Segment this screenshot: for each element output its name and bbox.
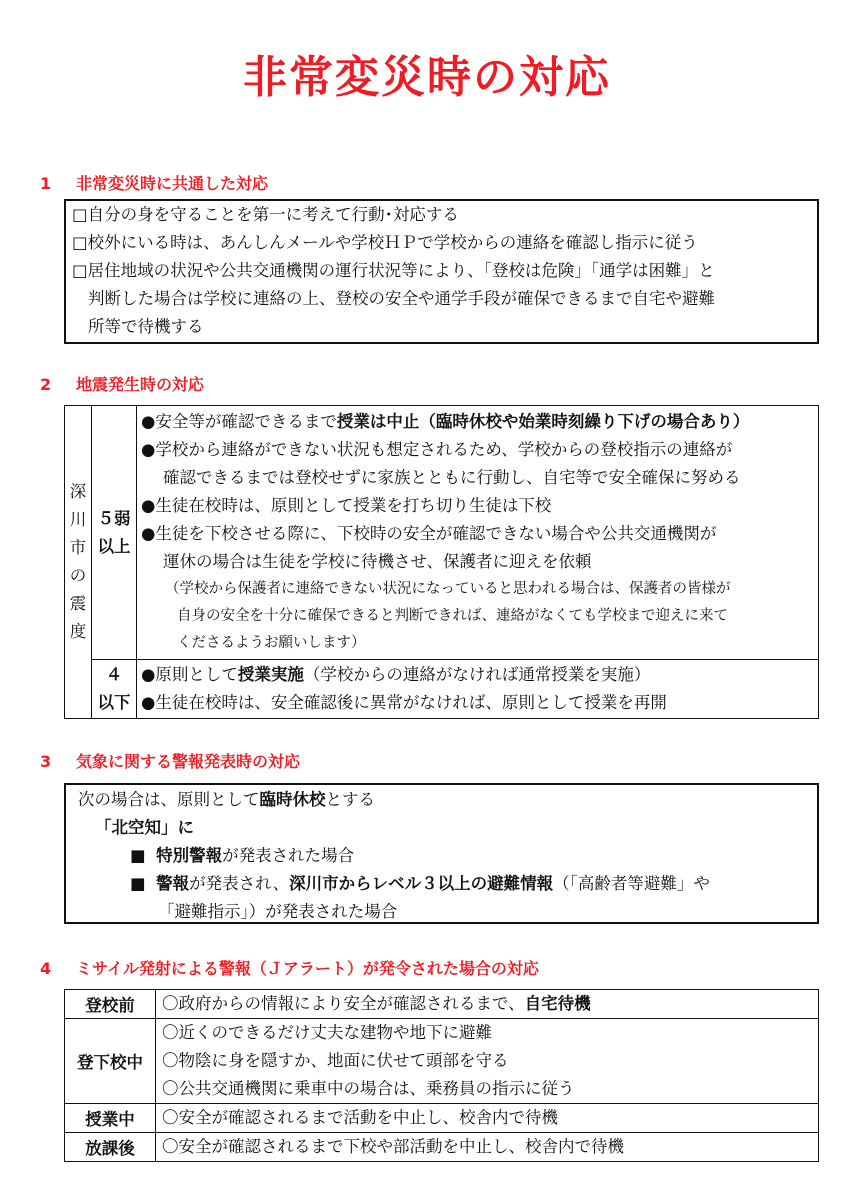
section-title: 気象に関する警報発表時の対応 [76,752,301,771]
weather-condition-1 [130,842,354,870]
section-title: 非常変災時に共通した対応 [76,174,269,193]
section-title: 地震発生時の対応 [76,375,205,394]
action-row: ●生徒在校時は、安全確認後に異常がなければ、原則として授業を再開 [141,693,667,712]
section-number: 4 [40,959,52,978]
action-row: 確認できるまでは登校せずに家族とともに行動し、自宅等で安全確保に努める [163,468,741,487]
phase-actions [156,990,819,1019]
page-title: 非常変災時の対応 [243,52,611,103]
action-row: ●生徒を下校させる際に、下校時の安全が確認できない場合や公共交通機関が [141,524,717,543]
action-row: 〇公共交通機関に乗車中の場合は、乗務員の指示に従う [162,1079,575,1098]
rule-emphasis: 臨時休校 [259,790,326,809]
earthquake-table [64,405,819,719]
level-text: 以上 [97,536,131,556]
phase-actions [156,1019,819,1104]
intensity-4-below [92,660,137,719]
note-row: くださるようお願いします） [177,635,366,651]
section-title: ミサイル発射による警報（Ｊアラート）が発令された場合の対応 [76,959,539,978]
weather-condition-2 [130,870,710,898]
phase-actions [156,1104,819,1133]
action-row [162,990,818,1018]
level-text: 以下 [97,693,131,712]
common-item-3: □居住地域の状況や公共交通機関の運行状況等により、「登校は危険」｢通学は困難」と [72,261,715,280]
action-row: 〇近くのできるだけ丈夫な建物や地下に避難 [162,1023,492,1042]
action-row [141,661,818,689]
intensity-5-lower [92,406,137,660]
weather-rule [78,786,375,814]
condition-text: （「高齢者等避難」や [553,874,710,893]
common-item-1: □自分の身を守ることを第一に考えて行動･対応する [72,205,459,224]
condition-text: が発表された場合 [222,846,355,865]
phase-label: 登下校中 [65,1019,156,1104]
action-row: ●学校から連絡ができない状況も想定されるため、学校からの登校指示の連絡が [141,440,733,459]
label-char: 度 [69,622,87,641]
action-emphasis: 授業実施 [237,665,304,684]
note-row: 自身の安全を十分に確保できると判断できれば、連絡がなくても学校まで迎えに来て [177,608,728,624]
missile-table [64,989,819,1162]
section-1-heading [40,173,268,195]
action-text: ●安全等が確認できるまで [141,412,337,431]
label-char: 深 [69,482,87,501]
section-number: 3 [40,752,52,771]
level-text: ４ [105,665,123,684]
action-row: ●生徒在校時は、原則として授業を打ち切り生徒は下校 [141,496,552,515]
phase-label: 授業中 [65,1104,156,1133]
rule-text: 次の場合は、原則として [78,790,260,809]
condition-emphasis: 深川市からレベル３以上の避難情報 [289,874,554,893]
condition-emphasis: 警報 [156,874,190,893]
weather-condition-2-cont: 「避難指示」）が発表された場合 [158,902,398,921]
action-row [141,408,818,436]
action-text: 〇政府からの情報により安全が確認されるまで、 [162,994,525,1013]
label-char: 市 [69,538,87,557]
action-emphasis: 自宅待機 [524,994,591,1013]
seismic-intensity-label [65,406,92,719]
level-text: ５弱 [97,508,131,528]
label-char: 震 [69,594,87,613]
section-number: 1 [40,174,52,193]
action-emphasis: 授業は中止（臨時休校や始業時刻繰り下げの場合あり） [336,412,750,431]
common-item-3-cont: 判断した場合は学校に連絡の上、登校の安全や通学手段が確保できるまで自宅や避難 [88,289,715,308]
action-row: 〇安全が確認されるまで下校や部活動を中止し、校舎内で待機 [162,1137,624,1156]
condition-text: が発表され、 [189,874,290,893]
section-3-heading [40,751,300,773]
intensity-5-actions [137,406,819,660]
intensity-4-actions [137,660,819,719]
action-text: ●原則として [141,665,238,684]
section-number: 2 [40,375,52,394]
region-name: 「北空知」に [95,818,194,837]
rule-text: とする [325,790,375,809]
phase-label: 放課後 [65,1133,156,1162]
section-2-heading [40,374,204,396]
phase-label: 登校前 [65,990,156,1019]
condition-emphasis: 特別警報 [156,846,223,865]
square-bullet-icon: ■ [130,846,146,865]
common-item-3-cont: 所等で待機する [88,317,204,336]
action-row: 〇物陰に身を隠すか、地面に伏せて頭部を守る [162,1051,509,1070]
label-char: 川 [69,510,87,529]
square-bullet-icon: ■ [130,874,146,893]
label-char: の [69,566,87,585]
action-row: 運休の場合は生徒を学校に待機させ、保護者に迎えを依頼 [163,552,592,571]
note-row: （学校から保護者に連絡できない状況になっていると思われる場合は、保護者の皆様が [165,581,731,597]
action-row: 〇安全が確認されるまで活動を中止し、校舎内で待機 [162,1108,558,1127]
action-text: （学校からの連絡がなければ通常授業を実施） [303,665,651,684]
section-4-heading [40,958,539,980]
phase-actions [156,1133,819,1162]
common-item-2: □校外にいる時は、あんしんメールや学校ＨＰで学校からの連絡を確認し指示に従う [72,233,698,252]
